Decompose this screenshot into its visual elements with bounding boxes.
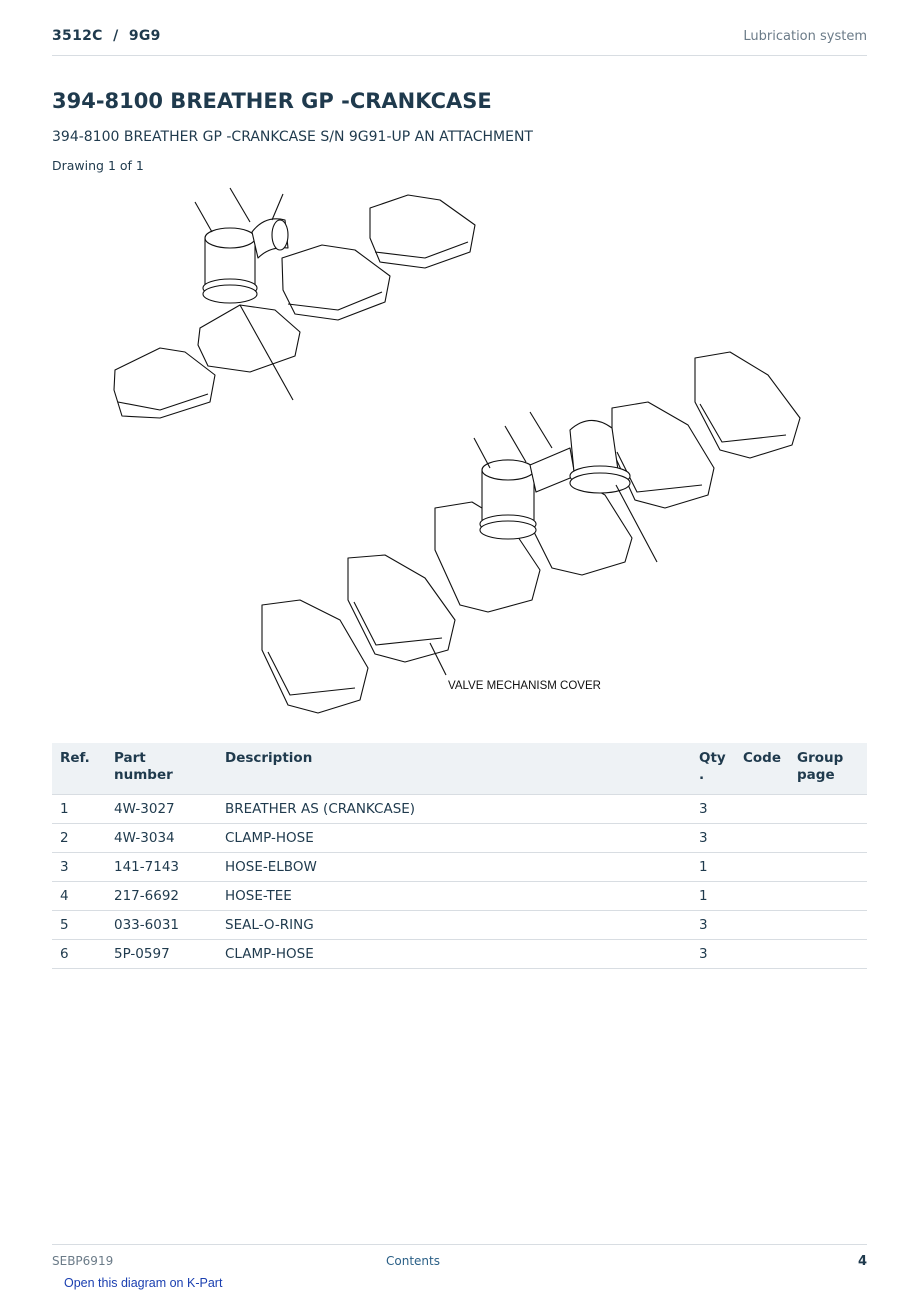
- col-description: Description: [217, 743, 691, 795]
- cell-qty: 1: [691, 853, 735, 882]
- valve-cover-upper-2: [198, 305, 300, 372]
- cell-part-number: 4W-3027: [106, 795, 217, 824]
- cell-ref: 2: [52, 824, 106, 853]
- cell-description: BREATHER AS (CRANKCASE): [217, 795, 691, 824]
- page-footer: [52, 1244, 867, 1275]
- cell-group-page: [789, 824, 867, 853]
- cell-description: SEAL-O-RING: [217, 911, 691, 940]
- cell-qty: 1: [691, 882, 735, 911]
- cell-ref: 6: [52, 940, 106, 969]
- valve-cover-lower-2: [348, 555, 455, 662]
- cell-qty: 3: [691, 795, 735, 824]
- cell-qty: 3: [691, 911, 735, 940]
- cell-part-number: 5P-0597: [106, 940, 217, 969]
- document-id: SEBP6919: [52, 1254, 114, 1268]
- cell-code: [735, 882, 789, 911]
- cell-part-number: 4W-3034: [106, 824, 217, 853]
- contents-link[interactable]: Contents: [386, 1254, 440, 1268]
- table-row: [52, 882, 867, 911]
- cell-group-page: [789, 853, 867, 882]
- drawing-label: Drawing 1 of 1: [52, 158, 144, 173]
- cell-description: CLAMP-HOSE: [217, 824, 691, 853]
- valve-cover-lower-1: [262, 600, 368, 713]
- kpart-link[interactable]: Open this diagram on K-Part: [64, 1276, 223, 1290]
- valve-cover-upper-3: [282, 245, 390, 320]
- page-subtitle: 394-8100 BREATHER GP -CRANKCASE S/N 9G91-UP AN ATTACHMENT: [52, 129, 533, 145]
- cell-code: [735, 824, 789, 853]
- table-row: [52, 795, 867, 824]
- callout-valve-mechanism-cover: VALVE MECHANISM COVER: [448, 680, 601, 692]
- table-row: [52, 824, 867, 853]
- valve-cover-lower-6: [695, 352, 800, 458]
- valve-cover-upper-1: [114, 348, 215, 418]
- table-row: [52, 940, 867, 969]
- cell-group-page: [789, 940, 867, 969]
- cell-part-number: 141-7143: [106, 853, 217, 882]
- table-row: [52, 911, 867, 940]
- cell-description: HOSE-ELBOW: [217, 853, 691, 882]
- page-header: [52, 28, 867, 56]
- col-part-number: Part number: [106, 743, 217, 795]
- valve-cover-lower-5: [612, 402, 714, 508]
- cell-ref: 1: [52, 795, 106, 824]
- cell-ref: 5: [52, 911, 106, 940]
- table-row: [52, 853, 867, 882]
- cell-group-page: [789, 882, 867, 911]
- cell-part-number: 033-6031: [106, 911, 217, 940]
- cell-code: [735, 940, 789, 969]
- page-number: 4: [857, 1254, 867, 1269]
- valve-cover-upper-4: [370, 195, 475, 268]
- cell-code: [735, 795, 789, 824]
- model-label: 3512C / 9G9: [52, 28, 161, 44]
- cell-description: CLAMP-HOSE: [217, 940, 691, 969]
- parts-table: [52, 743, 867, 969]
- cell-ref: 3: [52, 853, 106, 882]
- cell-code: [735, 853, 789, 882]
- cell-ref: 4: [52, 882, 106, 911]
- page-title: 394-8100 BREATHER GP -CRANKCASE: [52, 89, 492, 113]
- col-code: Code: [735, 743, 789, 795]
- col-ref: Ref.: [52, 743, 106, 795]
- cell-qty: 3: [691, 824, 735, 853]
- cell-group-page: [789, 911, 867, 940]
- cell-code: [735, 911, 789, 940]
- section-label: Lubrication system: [743, 29, 867, 44]
- col-qty: Qty .: [691, 743, 735, 795]
- cell-qty: 3: [691, 940, 735, 969]
- cell-part-number: 217-6692: [106, 882, 217, 911]
- parts-diagram: [90, 180, 830, 725]
- col-group-page: Group page: [789, 743, 867, 795]
- cell-group-page: [789, 795, 867, 824]
- table-header-row: [52, 743, 867, 795]
- cell-description: HOSE-TEE: [217, 882, 691, 911]
